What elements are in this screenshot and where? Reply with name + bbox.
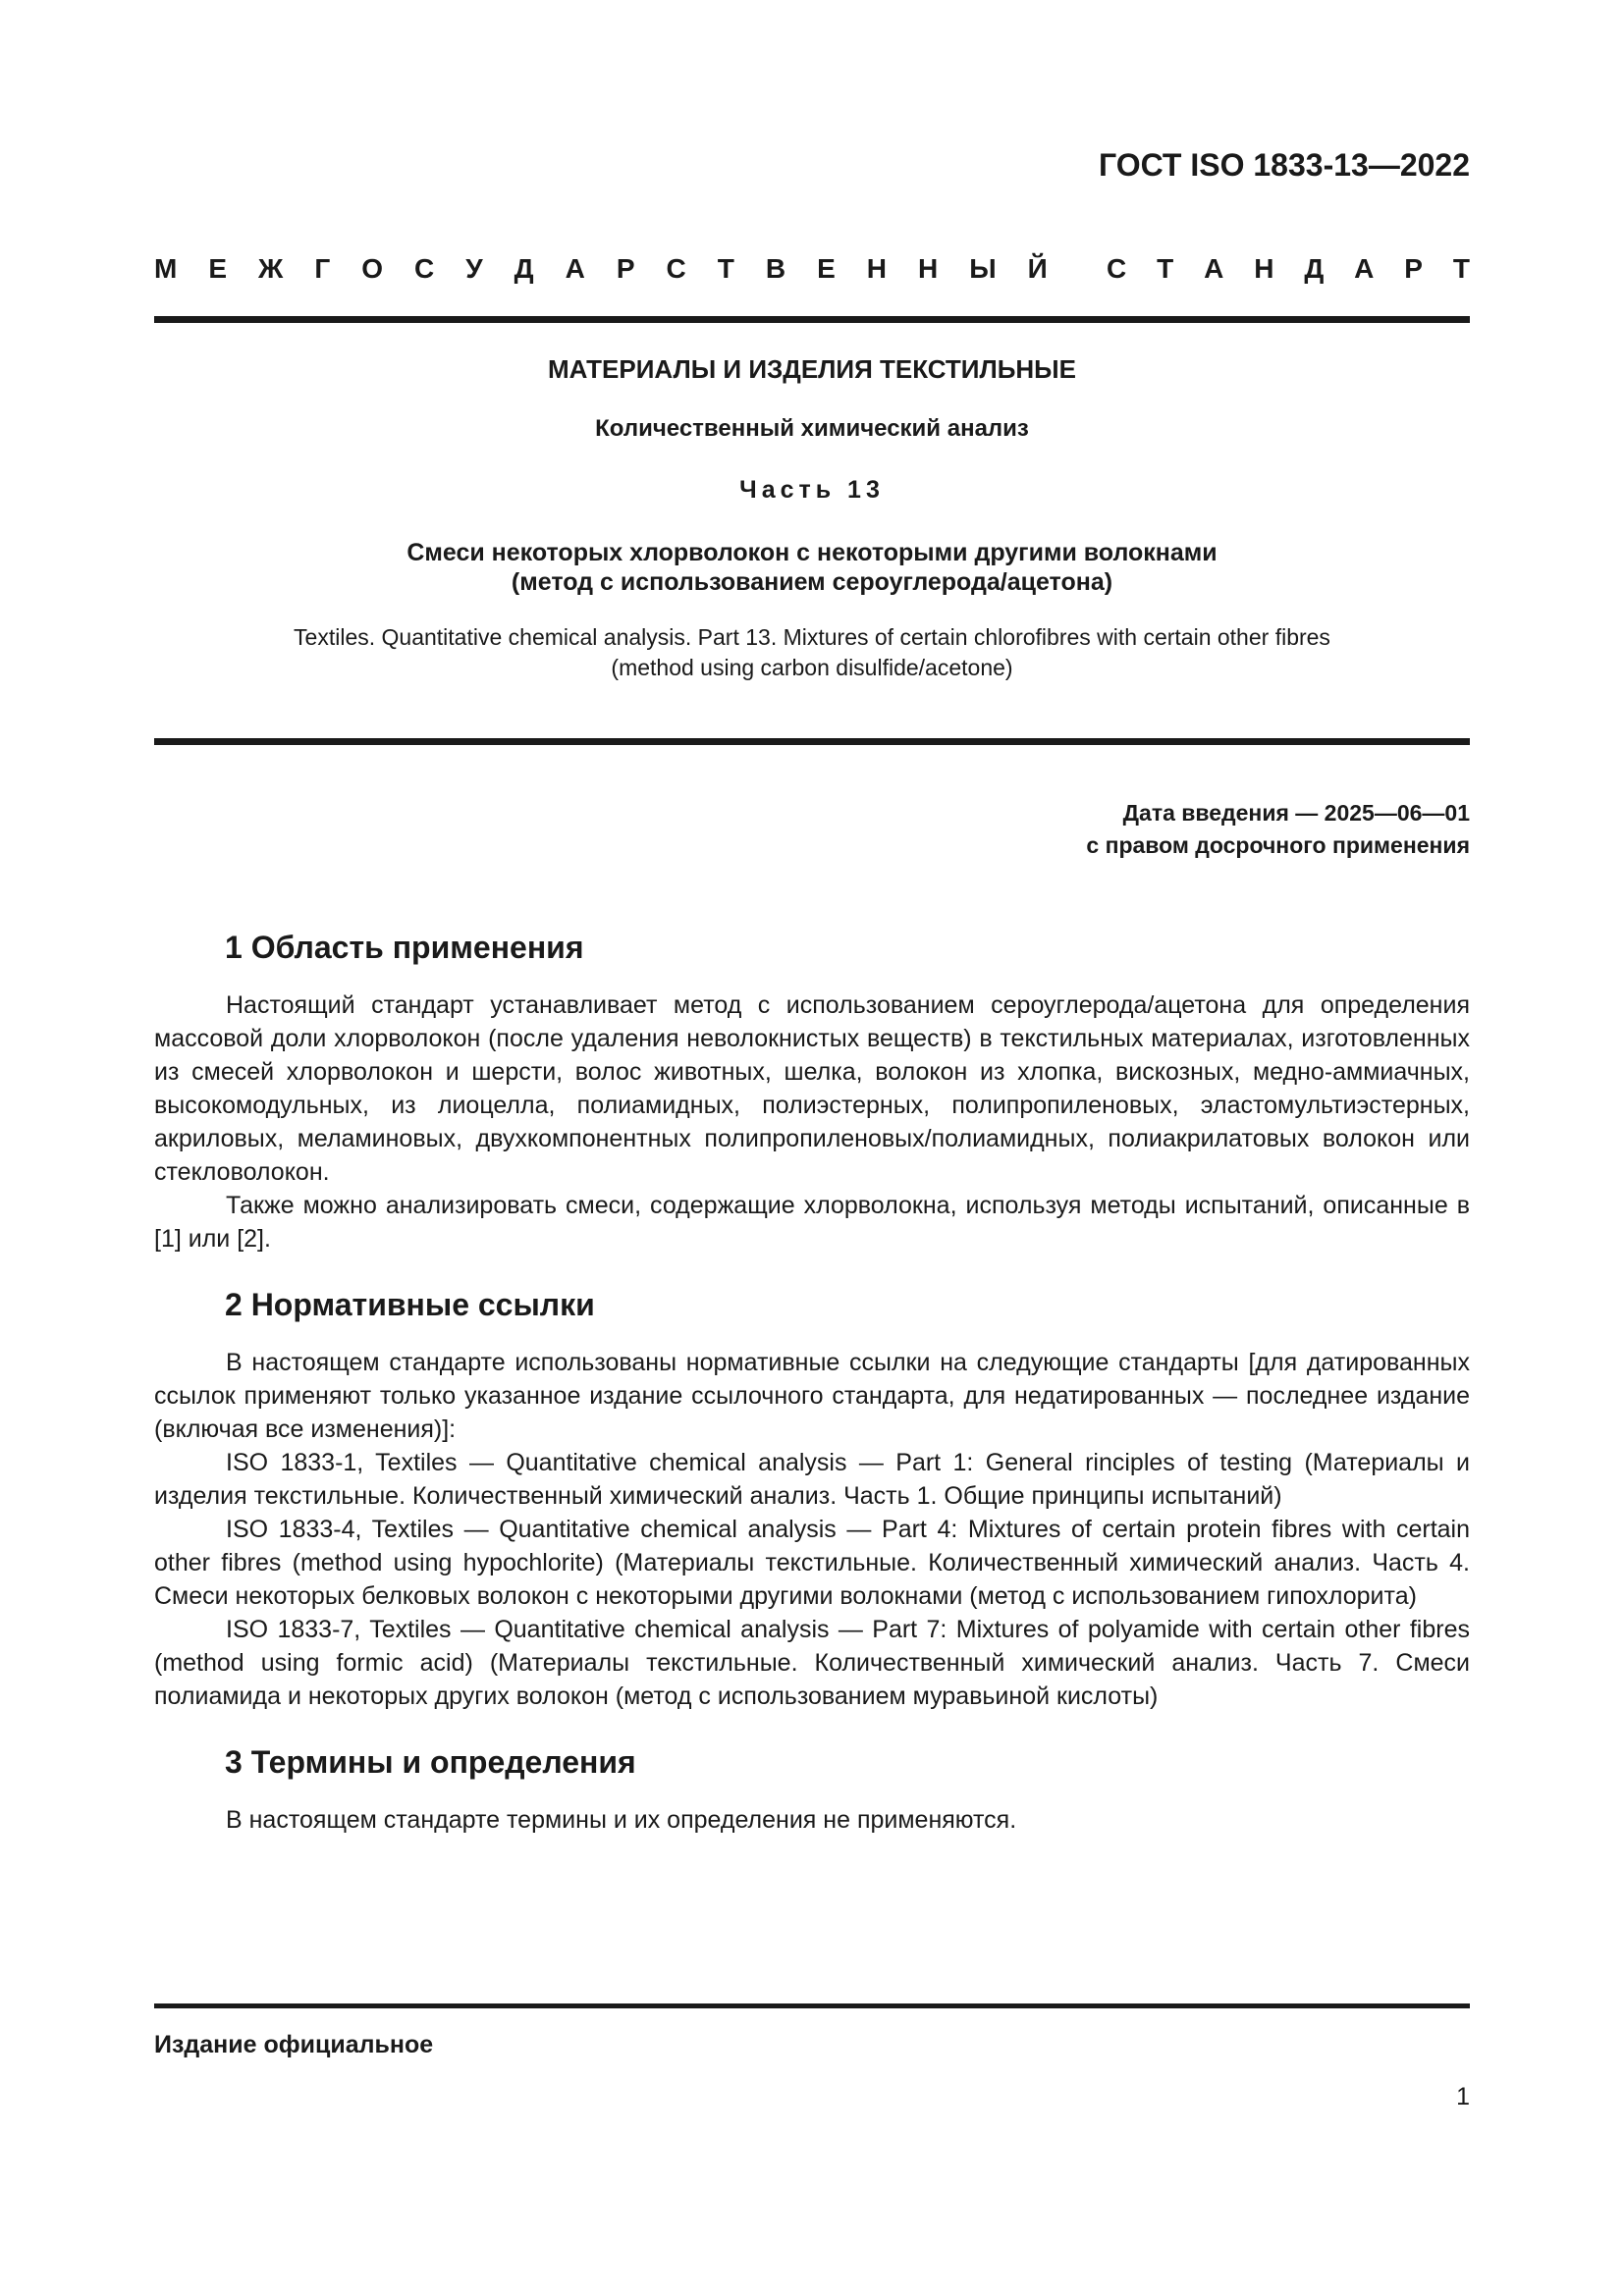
banner-letter: Д [514,253,534,284]
document-number: ГОСТ ISO 1833-13—2022 [1099,147,1470,183]
title-block [154,353,1470,683]
banner-letter: Т [1157,253,1174,284]
banner-letter: Е [817,253,836,284]
banner-letter: Т [1452,253,1470,284]
banner-letter: О [361,253,383,284]
standard-banner [154,253,1470,285]
paragraph: В настоящем стандарте термины и их определения не применяются. [226,1806,1017,1834]
banner-word-interstate [154,253,1048,285]
page-number: 1 [1456,2083,1470,2110]
banner-letter: М [154,253,178,284]
title-english [154,622,1470,683]
banner-letter: Р [616,253,635,284]
reference-item: ISO 1833-4, Textiles — Quantitative chemical analysis — Part 4: Mixtures of certain protein fibres with certain other fibres (method using hypochlorite) (Материалы текстильные. Количественный химический анализ. Часть 4. Смеси некоторых белковых волокон с некоторыми другими волокнами (метод с использованием гипохлорита) [154,1516,1470,1610]
title-mixtures [154,538,1470,597]
section-heading: 3 Термины и определения [225,1744,636,1780]
banner-letter: Н [866,253,888,284]
reference-item: ISO 1833-1, Textiles — Quantitative chemical analysis — Part 1: General rinciples of testing (Материалы и изделия текстильные. Количественный химический анализ. Часть 1. Общие принципы испытаний) [154,1449,1470,1510]
title-mixtures-line1: Смеси некоторых хлорволокон с некоторыми другими волокнами [406,539,1218,566]
introduction-date-line: Дата введения — 2025—06—01 [1122,800,1470,826]
banner-letter: Н [918,253,939,284]
banner-letter: А [565,253,585,284]
banner-letter: В [765,253,786,284]
footer-divider [154,2003,1470,2008]
banner-letter: Ж [258,253,284,284]
title-subtitle: Количественный химический анализ [595,415,1029,442]
banner-letter: С [413,253,435,284]
title-english-line2: (method using carbon disulfide/acetone) [611,655,1013,680]
banner-letter: Р [1404,253,1423,284]
section-heading: 1 Область применения [225,930,584,965]
banner-letter: Д [1304,253,1325,284]
official-edition-label: Издание официальное [154,2031,434,2058]
banner-letter: Е [208,253,228,284]
banner-letter: А [1354,253,1375,284]
header-divider [154,316,1470,323]
section-scope [154,928,1470,1255]
reference-item: ISO 1833-7, Textiles — Quantitative chemical analysis — Part 7: Mixtures of polyamide with certain other fibres (method using formic acid) (Материалы текстильные. Количественный химический анализ. Часть 7. Смеси полиамида и некоторых других волокон (метод с использованием муравьиной кислоты) [154,1616,1470,1710]
section-heading: 2 Нормативные ссылки [225,1287,595,1322]
title-main: МАТЕРИАЛЫ И ИЗДЕЛИЯ ТЕКСТИЛЬНЫЕ [548,354,1076,384]
banner-letter: Г [314,253,331,284]
banner-letter: Н [1254,253,1274,284]
paragraph: В настоящем стандарте использованы нормативные ссылки на следующие стандарты [для датированных ссылок применяют только указанное издание ссылочного стандарта, для недатированных — последнее издание (включая все изменения)]: [154,1349,1470,1443]
introduction-date [1086,797,1470,862]
banner-letter: Ы [969,253,997,284]
title-part: Часть 13 [739,476,885,504]
banner-letter: С [1107,253,1127,284]
section-normative-references [154,1285,1470,1713]
title-mixtures-line2: (метод с использованием сероуглерода/ацетона) [511,568,1113,596]
section-terms [154,1742,1470,1837]
banner-letter: У [465,253,483,284]
banner-letter: Й [1027,253,1048,284]
title-divider [154,738,1470,745]
paragraph: Настоящий стандарт устанавливает метод с использованием сероуглерода/ацетона для определения массовой доли хлорволокон (после удаления неволокнистых веществ) в текстильных материалах, изготовленных из смесей хлорволокон и шерсти, волос животных, шелка, волокон из хлопка, вискозных, медно-аммиачных, высокомодульных, из лиоцелла, полиамидных, полиэстерных, полипропиленовых, эластомультиэстерных, акриловых, меламиновых, двухкомпонентных полипропиленовых/полиамидных, полиакрилатовых волокон или стекловолокон. [154,991,1470,1186]
title-english-line1: Textiles. Quantitative chemical analysis. Part 13. Mixtures of certain chlorofibres with certain other fibres [294,624,1330,650]
banner-letter: С [666,253,686,284]
banner-word-standard [1107,253,1470,285]
banner-letter: А [1204,253,1224,284]
paragraph: Также можно анализировать смеси, содержащие хлорволокна, используя методы испытаний, описанные в [1] или [2]. [154,1192,1470,1253]
document-body [154,928,1470,1866]
early-application-line: с правом досрочного применения [1086,832,1470,858]
banner-letter: Т [717,253,734,284]
